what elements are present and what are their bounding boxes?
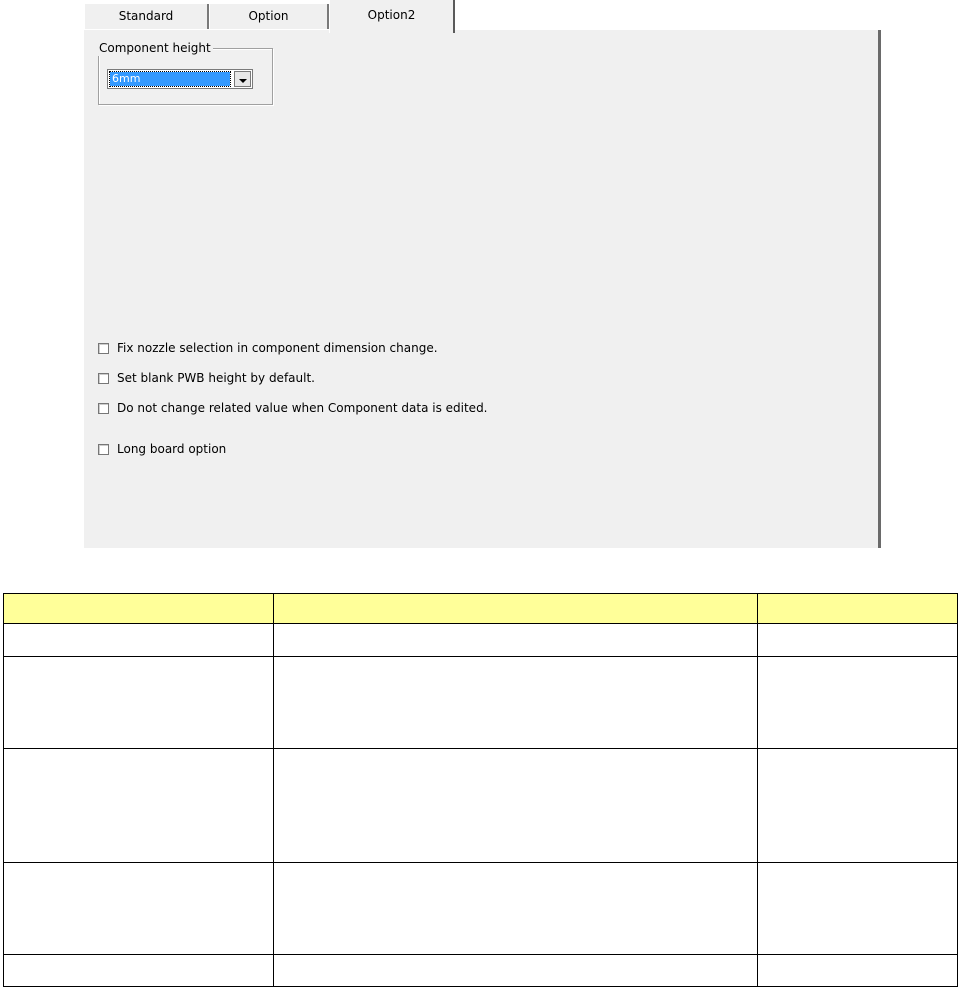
checkbox-box[interactable] bbox=[98, 373, 109, 384]
table-row bbox=[4, 749, 958, 863]
table-cell bbox=[4, 955, 274, 987]
checkbox-do-not-change-related-value[interactable] bbox=[98, 399, 488, 417]
table-header-row bbox=[4, 594, 958, 624]
option-dialog bbox=[84, 0, 882, 548]
table-cell bbox=[4, 863, 274, 955]
checkbox-box[interactable] bbox=[98, 444, 109, 455]
table-cell bbox=[758, 749, 958, 863]
table-header-cell bbox=[4, 594, 274, 624]
component-height-value[interactable]: 6mm bbox=[110, 72, 230, 86]
table-cell bbox=[274, 749, 758, 863]
table-header-cell bbox=[274, 594, 758, 624]
checkbox-label: Fix nozzle selection in component dimension change. bbox=[117, 341, 438, 355]
table-cell bbox=[758, 624, 958, 657]
checkbox-long-board-option[interactable] bbox=[98, 440, 226, 458]
table-cell bbox=[274, 863, 758, 955]
checkbox-fix-nozzle-selection[interactable] bbox=[98, 339, 438, 357]
option2-panel bbox=[84, 30, 881, 548]
table-row bbox=[4, 657, 958, 749]
component-height-group bbox=[98, 41, 273, 105]
table-row bbox=[4, 863, 958, 955]
table-row bbox=[4, 624, 958, 657]
table-header-cell bbox=[758, 594, 958, 624]
component-height-combobox[interactable] bbox=[107, 69, 253, 89]
table-cell bbox=[758, 657, 958, 749]
table-cell bbox=[758, 863, 958, 955]
table-cell bbox=[4, 657, 274, 749]
table-cell bbox=[4, 624, 274, 657]
table-cell bbox=[274, 624, 758, 657]
table-row bbox=[4, 955, 958, 987]
dropdown-button[interactable] bbox=[234, 71, 251, 87]
description-table bbox=[3, 593, 958, 987]
table-cell bbox=[4, 749, 274, 863]
checkbox-label: Set blank PWB height by default. bbox=[117, 371, 315, 385]
tab-option2[interactable]: Option2 bbox=[329, 0, 455, 33]
checkbox-set-blank-pwb-height[interactable] bbox=[98, 369, 315, 387]
tab-option[interactable]: Option bbox=[209, 4, 329, 29]
checkbox-box[interactable] bbox=[98, 343, 109, 354]
tab-strip bbox=[84, 0, 882, 32]
checkbox-box[interactable] bbox=[98, 403, 109, 414]
table-cell bbox=[758, 955, 958, 987]
tab-standard[interactable]: Standard bbox=[84, 4, 209, 29]
table-cell bbox=[274, 955, 758, 987]
table-cell bbox=[274, 657, 758, 749]
checkbox-label: Do not change related value when Component data is edited. bbox=[117, 401, 488, 415]
component-height-label: Component height bbox=[99, 41, 211, 55]
checkbox-label: Long board option bbox=[117, 442, 227, 456]
chevron-down-icon bbox=[239, 79, 247, 83]
